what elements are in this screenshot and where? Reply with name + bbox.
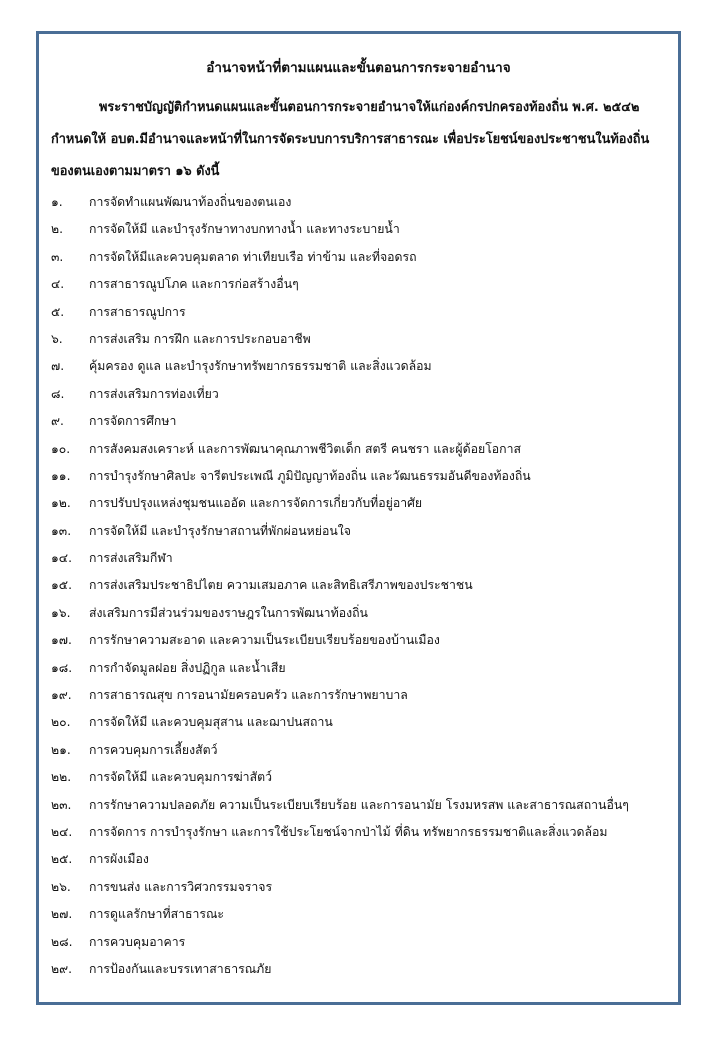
item-number: ๘.: [51, 386, 65, 401]
list-item: [51, 709, 676, 736]
item-text: การรักษาความปลอดภัย ความเป็นระเบียบเรียบร้อย และการอนามัย โรงมหรสพ และสาธารณสถานอื่นๆ: [89, 797, 629, 812]
list-item: [51, 901, 676, 928]
item-number: ๑๙.: [51, 688, 72, 703]
item-number: ๔.: [51, 277, 65, 292]
document-frame: [36, 31, 681, 1005]
item-text: การสาธารณสุข การอนามัยครอบครัว และการรักษาพยาบาล: [89, 688, 408, 703]
item-text: การขนส่ง และการวิศวกรรมจราจร: [89, 879, 273, 894]
list-item: [51, 846, 676, 873]
item-text: การรักษาความสะอาด และความเป็นระเบียบเรียบร้อยของบ้านเมือง: [89, 633, 440, 648]
item-text: การส่งเสริม การฝึก และการประกอบอาชีพ: [89, 331, 311, 346]
item-text: การปรับปรุงแหล่งชุมชนแออัด และการจัดการเกี่ยวกับที่อยู่อาศัย: [89, 496, 423, 511]
item-number: ๒๓.: [51, 797, 72, 812]
item-number: ๙.: [51, 414, 64, 429]
list-item: [51, 271, 676, 298]
item-text: การป้องกันและบรรเทาสาธารณภัย: [89, 961, 272, 976]
list-item: [51, 819, 676, 846]
item-number: ๒๘.: [51, 934, 73, 949]
list-item: [51, 874, 676, 901]
document-title: อำนาจหน้าที่ตามแผนและขั้นตอนการกระจายอำนาจ: [206, 60, 511, 76]
item-number: ๑๒.: [51, 496, 71, 511]
item-number: ๒๑.: [51, 742, 71, 757]
item-number: ๑๐.: [51, 441, 71, 456]
duties-list: [51, 189, 676, 983]
item-text: การผังเมือง: [89, 852, 149, 867]
item-text: การจัดให้มี และควบคุมการฆ่าสัตว์: [89, 770, 272, 785]
list-item: [51, 627, 676, 654]
item-text: การจัดให้มี และบำรุงรักษาทางบกทางน้ำ และทางระบายน้ำ: [89, 222, 400, 237]
list-item: [51, 408, 676, 435]
item-number: ๑๖.: [51, 605, 71, 620]
item-number: ๓.: [51, 249, 64, 264]
item-text: การจัดให้มี และบำรุงรักษาสถานที่พักผ่อนหย่อนใจ: [89, 523, 351, 538]
item-text: ส่งเสริมการมีส่วนร่วมของราษฎรในการพัฒนาท้องถิ่น: [89, 605, 368, 620]
item-text: การสาธารณูปการ: [89, 304, 186, 319]
list-item: [51, 572, 676, 599]
preamble-line: ของตนเองตามมาตรา ๑๖ ดังนี้: [51, 164, 220, 179]
item-text: การจัดให้มี และควบคุมสุสาน และฌาปนสถาน: [89, 715, 333, 730]
item-number: ๒๙.: [51, 961, 73, 976]
list-item: [51, 353, 676, 380]
list-item: [51, 956, 676, 983]
item-text: การจัดการ การบำรุงรักษา และการใช้ประโยชน์จากป่าไม้ ที่ดิน ทรัพยากรธรรมชาติและสิ่งแวดล้อม: [89, 824, 608, 839]
list-item: [51, 929, 676, 956]
item-text: การสังคมสงเคราะห์ และการพัฒนาคุณภาพชีวิตเด็ก สตรี คนชรา และผู้ด้อยโอกาส: [89, 441, 522, 456]
item-number: ๒๗.: [51, 907, 73, 922]
item-text: การกำจัดมูลฝอย สิ่งปฏิกูล และน้ำเสีย: [89, 660, 286, 675]
item-number: ๑.: [51, 195, 63, 209]
item-number: ๒๐.: [51, 715, 71, 730]
list-item: [51, 244, 676, 271]
item-text: การดูแลรักษาที่สาธารณะ: [89, 907, 225, 922]
item-text: การบำรุงรักษาศิลปะ จารีตประเพณี ภูมิปัญญาท้องถิ่น และวัฒนธรรมอันดีของท้องถิ่น: [89, 468, 531, 483]
item-number: ๒๒.: [51, 770, 72, 785]
list-item: [51, 545, 676, 572]
list-item: [51, 189, 676, 216]
item-number: ๒.: [51, 222, 64, 237]
list-item: [51, 216, 676, 243]
item-text: การควบคุมอาคาร: [89, 934, 186, 949]
item-text: การจัดทำแผนพัฒนาท้องถิ่นของตนเอง: [89, 195, 292, 209]
list-item: [51, 490, 676, 517]
item-text: การส่งเสริมประชาธิปไตย ความเสมอภาค และสิทธิเสรีภาพของประชาชน: [89, 578, 473, 593]
item-text: การส่งเสริมกีฬา: [89, 551, 173, 566]
list-item: [51, 381, 676, 408]
item-number: ๑๑.: [51, 468, 71, 483]
list-item: [51, 655, 676, 682]
item-text: การส่งเสริมการท่องเที่ยว: [89, 386, 219, 401]
list-item: [51, 600, 676, 627]
item-text: คุ้มครอง ดูแล และบำรุงรักษาทรัพยากรธรรมชาติ และสิ่งแวดล้อม: [89, 359, 432, 374]
list-item: [51, 737, 676, 764]
item-number: ๑๘.: [51, 660, 73, 675]
preamble-line: พระราชบัญญัติกำหนดแผนและขั้นตอนการกระจายอำนาจให้แก่องค์กรปกครองท้องถิ่น พ.ศ. ๒๕๔๒: [99, 100, 640, 115]
item-text: การควบคุมการเลี้ยงสัตว์: [89, 742, 218, 757]
item-text: การจัดการศึกษา: [89, 414, 177, 429]
list-item: [51, 436, 676, 463]
list-item: [51, 518, 676, 545]
item-number: ๑๔.: [51, 551, 73, 566]
list-item: [51, 764, 676, 791]
item-text: การจัดให้มีและควบคุมตลาด ท่าเทียบเรือ ท่าข้าม และที่จอดรถ: [89, 249, 417, 264]
item-number: ๕.: [51, 304, 65, 319]
item-number: ๑๗.: [51, 633, 72, 648]
list-item: [51, 463, 676, 490]
list-item: [51, 682, 676, 709]
list-item: [51, 326, 676, 353]
item-number: ๑๓.: [51, 523, 72, 538]
list-item: [51, 792, 676, 819]
preamble-line: กำหนดให้ อบต.มีอำนาจและหน้าที่ในการจัดระบบการบริการสาธารณะ เพื่อประโยชน์ของประชาชนในท้องถิ่น: [51, 132, 650, 147]
list-item: [51, 299, 676, 326]
item-number: ๒๔.: [51, 824, 73, 839]
item-number: ๑๕.: [51, 578, 73, 593]
item-number: ๗.: [51, 359, 65, 374]
item-number: ๒๕.: [51, 852, 73, 867]
item-number: ๖.: [51, 331, 63, 346]
item-number: ๒๖.: [51, 879, 71, 894]
preamble-paragraph: [51, 92, 673, 188]
item-text: การสาธารณูปโภค และการก่อสร้างอื่นๆ: [89, 277, 299, 292]
